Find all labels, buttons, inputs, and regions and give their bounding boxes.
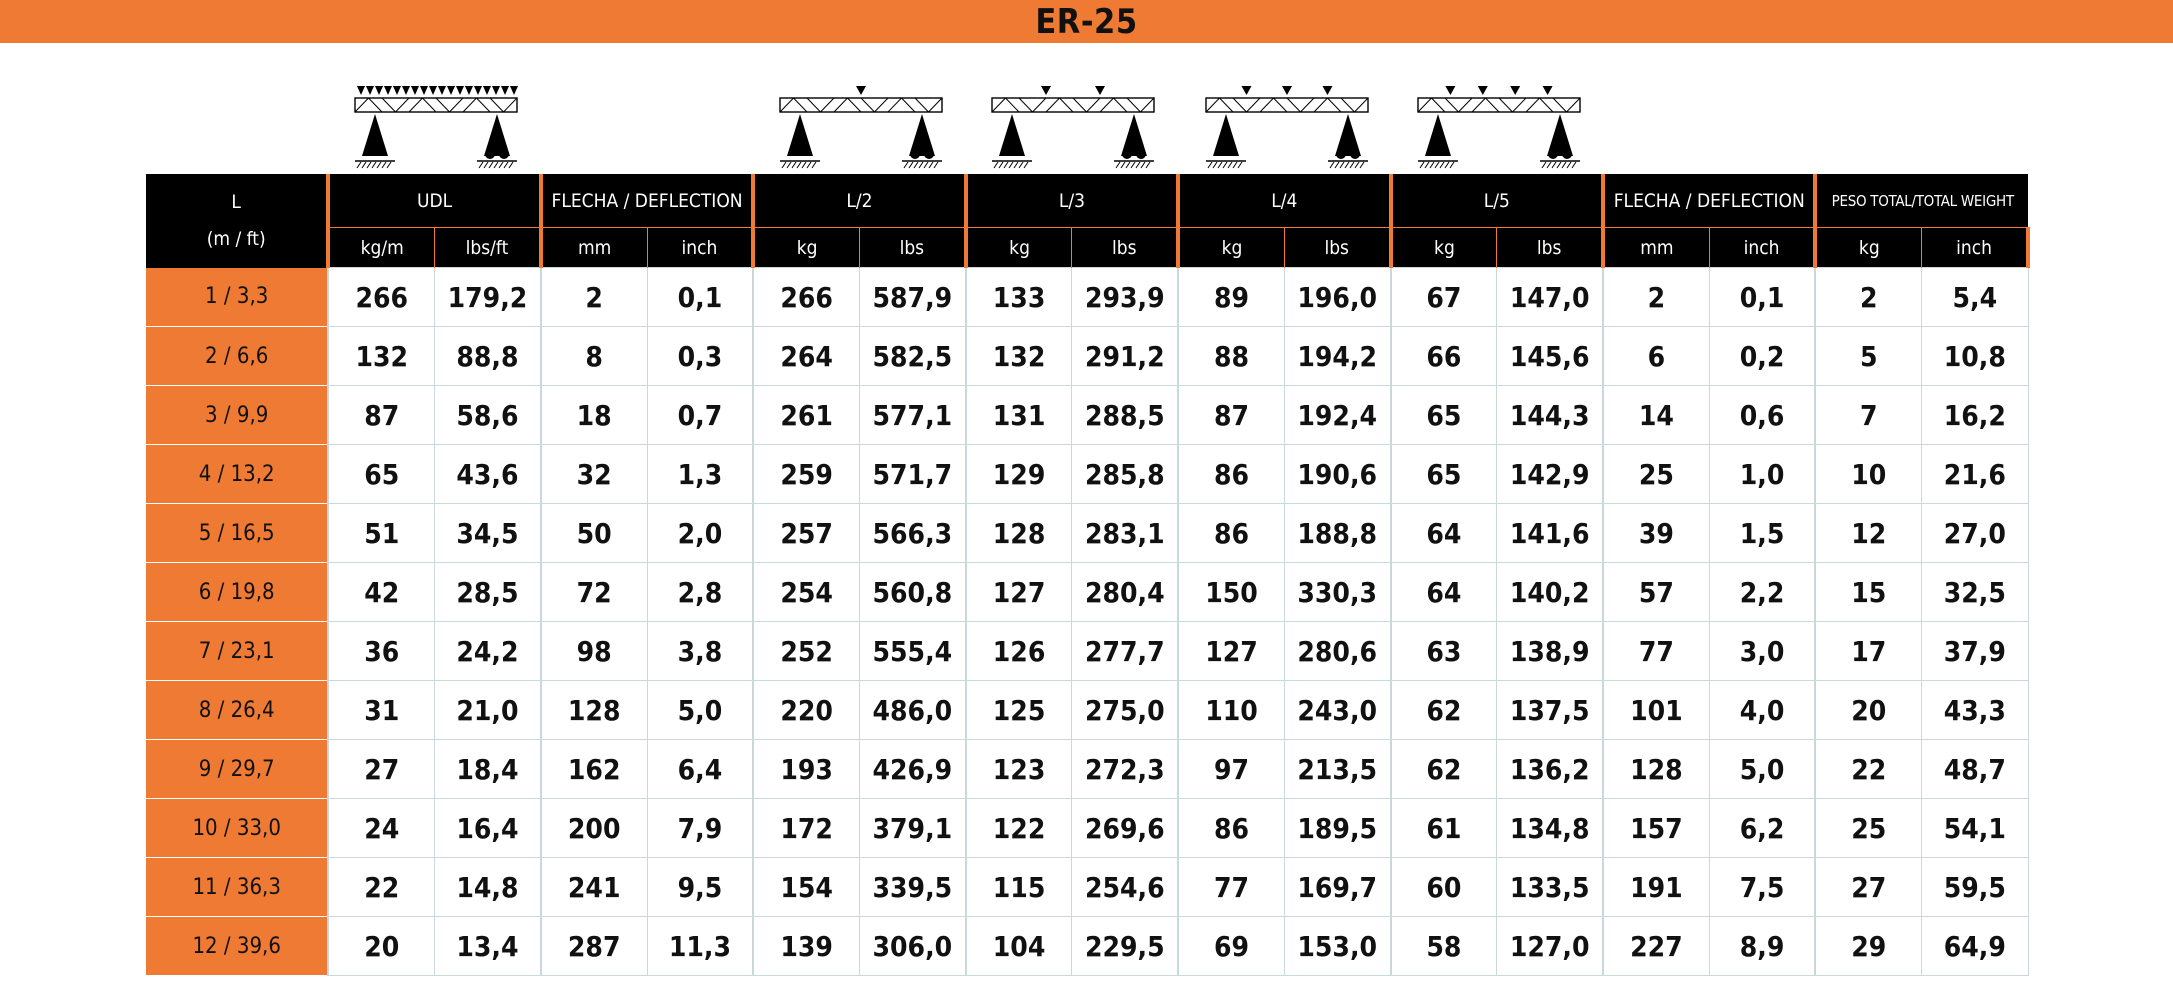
value-cell: 287 xyxy=(541,917,647,976)
value-cell: 89 xyxy=(1178,268,1284,327)
value-cell: 8 xyxy=(541,327,647,386)
value-cell: 69 xyxy=(1178,917,1284,976)
value-cell: 27,0 xyxy=(1922,504,2028,563)
beam-diagram xyxy=(351,84,521,170)
value-cell: 86 xyxy=(1178,504,1284,563)
value-cell: 67 xyxy=(1391,268,1497,327)
unit-header: lbs xyxy=(1497,228,1603,268)
pin-support-icon xyxy=(1206,114,1246,168)
value-cell: 22 xyxy=(328,858,434,917)
beam-diagram xyxy=(776,84,946,170)
length-cell: 7 / 23,1 xyxy=(146,622,328,681)
value-cell: 133 xyxy=(966,268,1072,327)
half-span-load-diagram xyxy=(776,84,946,170)
value-cell: 3,8 xyxy=(647,622,753,681)
length-cell: 10 / 33,0 xyxy=(146,799,328,858)
header-group-row xyxy=(146,174,2028,228)
table-row xyxy=(146,386,2028,445)
value-cell: 0,1 xyxy=(1709,268,1815,327)
beam-diagram xyxy=(1202,84,1372,170)
unit-header: mm xyxy=(1603,228,1709,268)
value-cell: 426,9 xyxy=(859,740,965,799)
value-cell: 131 xyxy=(966,386,1072,445)
value-cell: 157 xyxy=(1603,799,1709,858)
value-cell: 2 xyxy=(1815,268,1921,327)
value-cell: 241 xyxy=(541,858,647,917)
table-row xyxy=(146,327,2028,386)
value-cell: 169,7 xyxy=(1284,858,1390,917)
value-cell: 59,5 xyxy=(1922,858,2028,917)
value-cell: 122 xyxy=(966,799,1072,858)
beam-diagram xyxy=(1414,84,1584,170)
value-cell: 133,5 xyxy=(1497,858,1603,917)
unit-header: inch xyxy=(1709,228,1815,268)
pin-support-icon xyxy=(355,114,395,168)
length-cell: 5 / 16,5 xyxy=(146,504,328,563)
value-cell: 280,4 xyxy=(1072,563,1178,622)
value-cell: 193 xyxy=(753,740,859,799)
value-cell: 147,0 xyxy=(1497,268,1603,327)
value-cell: 254 xyxy=(753,563,859,622)
value-cell: 51 xyxy=(328,504,434,563)
value-cell: 7,9 xyxy=(647,799,753,858)
value-cell: 25 xyxy=(1603,445,1709,504)
pin-support-icon xyxy=(992,114,1032,168)
value-cell: 86 xyxy=(1178,445,1284,504)
value-cell: 10,8 xyxy=(1922,327,2028,386)
value-cell: 1,5 xyxy=(1709,504,1815,563)
value-cell: 28,5 xyxy=(435,563,541,622)
value-cell: 128 xyxy=(1603,740,1709,799)
value-cell: 560,8 xyxy=(859,563,965,622)
value-cell: 293,9 xyxy=(1072,268,1178,327)
value-cell: 17 xyxy=(1815,622,1921,681)
value-cell: 0,2 xyxy=(1709,327,1815,386)
value-cell: 582,5 xyxy=(859,327,965,386)
unit-header: mm xyxy=(541,228,647,268)
group-header-deflection-point: FLECHA / DEFLECTION xyxy=(1603,174,1815,228)
value-cell: 54,1 xyxy=(1922,799,2028,858)
unit-header: kg xyxy=(753,228,859,268)
value-cell: 2,0 xyxy=(647,504,753,563)
value-cell: 1,3 xyxy=(647,445,753,504)
unit-header: lbs xyxy=(1072,228,1178,268)
value-cell: 154 xyxy=(753,858,859,917)
value-cell: 87 xyxy=(1178,386,1284,445)
header-unit-row xyxy=(146,228,2028,268)
value-cell: 5,0 xyxy=(1709,740,1815,799)
pin-support-icon xyxy=(1418,114,1458,168)
value-cell: 72 xyxy=(541,563,647,622)
value-cell: 115 xyxy=(966,858,1072,917)
value-cell: 306,0 xyxy=(859,917,965,976)
value-cell: 132 xyxy=(966,327,1072,386)
table-row xyxy=(146,681,2028,740)
value-cell: 65 xyxy=(328,445,434,504)
value-cell: 16,2 xyxy=(1922,386,2028,445)
value-cell: 172 xyxy=(753,799,859,858)
value-cell: 196,0 xyxy=(1284,268,1390,327)
value-cell: 145,6 xyxy=(1497,327,1603,386)
value-cell: 137,5 xyxy=(1497,681,1603,740)
group-header-udl: UDL xyxy=(328,174,540,228)
value-cell: 132 xyxy=(328,327,434,386)
distributed-load-icon xyxy=(357,86,518,95)
table-row xyxy=(146,445,2028,504)
value-cell: 24 xyxy=(328,799,434,858)
value-cell: 14,8 xyxy=(435,858,541,917)
value-cell: 50 xyxy=(541,504,647,563)
value-cell: 11,3 xyxy=(647,917,753,976)
length-cell: 1 / 3,3 xyxy=(146,268,328,327)
value-cell: 63 xyxy=(1391,622,1497,681)
value-cell: 110 xyxy=(1178,681,1284,740)
value-cell: 62 xyxy=(1391,681,1497,740)
value-cell: 42 xyxy=(328,563,434,622)
roller-support-icon xyxy=(1114,114,1154,168)
value-cell: 264 xyxy=(753,327,859,386)
value-cell: 57 xyxy=(1603,563,1709,622)
point-load-icon xyxy=(1242,86,1333,95)
value-cell: 16,4 xyxy=(435,799,541,858)
third-span-load-diagram xyxy=(988,84,1158,170)
value-cell: 43,6 xyxy=(435,445,541,504)
value-cell: 254,6 xyxy=(1072,858,1178,917)
value-cell: 7 xyxy=(1815,386,1921,445)
value-cell: 64,9 xyxy=(1922,917,2028,976)
value-cell: 32 xyxy=(541,445,647,504)
table-row xyxy=(146,799,2028,858)
value-cell: 243,0 xyxy=(1284,681,1390,740)
value-cell: 34,5 xyxy=(435,504,541,563)
value-cell: 87 xyxy=(328,386,434,445)
load-table xyxy=(146,174,2030,976)
value-cell: 88 xyxy=(1178,327,1284,386)
value-cell: 29 xyxy=(1815,917,1921,976)
value-cell: 10 xyxy=(1815,445,1921,504)
value-cell: 5,4 xyxy=(1922,268,2028,327)
length-cell: 3 / 9,9 xyxy=(146,386,328,445)
value-cell: 179,2 xyxy=(435,268,541,327)
length-cell: 9 / 29,7 xyxy=(146,740,328,799)
value-cell: 140,2 xyxy=(1497,563,1603,622)
value-cell: 150 xyxy=(1178,563,1284,622)
value-cell: 0,1 xyxy=(647,268,753,327)
length-cell: 12 / 39,6 xyxy=(146,917,328,976)
length-unit: (m / ft) xyxy=(206,227,266,250)
roller-support-icon xyxy=(477,114,517,168)
unit-header: kg xyxy=(1815,228,1921,268)
value-cell: 18,4 xyxy=(435,740,541,799)
value-cell: 2,2 xyxy=(1709,563,1815,622)
value-cell: 190,6 xyxy=(1284,445,1390,504)
value-cell: 43,3 xyxy=(1922,681,2028,740)
value-cell: 6,4 xyxy=(647,740,753,799)
value-cell: 285,8 xyxy=(1072,445,1178,504)
length-cell: 11 / 36,3 xyxy=(146,858,328,917)
value-cell: 283,1 xyxy=(1072,504,1178,563)
value-cell: 257 xyxy=(753,504,859,563)
value-cell: 64 xyxy=(1391,504,1497,563)
unit-header: kg xyxy=(1178,228,1284,268)
value-cell: 269,6 xyxy=(1072,799,1178,858)
value-cell: 39 xyxy=(1603,504,1709,563)
unit-header: inch xyxy=(1922,228,2028,268)
value-cell: 587,9 xyxy=(859,268,965,327)
value-cell: 291,2 xyxy=(1072,327,1178,386)
group-header-total-weight: PESO TOTAL/TOTAL WEIGHT xyxy=(1815,174,2028,228)
value-cell: 188,8 xyxy=(1284,504,1390,563)
length-label: L xyxy=(231,190,241,213)
value-cell: 21,0 xyxy=(435,681,541,740)
value-cell: 22 xyxy=(1815,740,1921,799)
group-header-deflection-udl: FLECHA / DEFLECTION xyxy=(541,174,753,228)
value-cell: 571,7 xyxy=(859,445,965,504)
value-cell: 555,4 xyxy=(859,622,965,681)
udl-load-diagram xyxy=(351,84,521,170)
value-cell: 3,0 xyxy=(1709,622,1815,681)
value-cell: 58,6 xyxy=(435,386,541,445)
value-cell: 280,6 xyxy=(1284,622,1390,681)
value-cell: 0,6 xyxy=(1709,386,1815,445)
value-cell: 200 xyxy=(541,799,647,858)
value-cell: 15 xyxy=(1815,563,1921,622)
value-cell: 128 xyxy=(966,504,1072,563)
value-cell: 2 xyxy=(1603,268,1709,327)
value-cell: 98 xyxy=(541,622,647,681)
value-cell: 77 xyxy=(1603,622,1709,681)
value-cell: 277,7 xyxy=(1072,622,1178,681)
point-load-icon xyxy=(1445,86,1552,95)
value-cell: 65 xyxy=(1391,386,1497,445)
value-cell: 379,1 xyxy=(859,799,965,858)
value-cell: 36 xyxy=(328,622,434,681)
value-cell: 5,0 xyxy=(647,681,753,740)
value-cell: 32,5 xyxy=(1922,563,2028,622)
group-header-l2: L/2 xyxy=(753,174,965,228)
value-cell: 266 xyxy=(753,268,859,327)
table-row xyxy=(146,917,2028,976)
value-cell: 127 xyxy=(1178,622,1284,681)
unit-header: lbs xyxy=(859,228,965,268)
roller-support-icon xyxy=(1328,114,1368,168)
page-title: ER-25 xyxy=(0,0,2173,43)
value-cell: 97 xyxy=(1178,740,1284,799)
unit-header: kg xyxy=(966,228,1072,268)
value-cell: 58 xyxy=(1391,917,1497,976)
value-cell: 13,4 xyxy=(435,917,541,976)
length-cell: 8 / 26,4 xyxy=(146,681,328,740)
value-cell: 566,3 xyxy=(859,504,965,563)
value-cell: 252 xyxy=(753,622,859,681)
length-cell: 6 / 19,8 xyxy=(146,563,328,622)
value-cell: 4,0 xyxy=(1709,681,1815,740)
table-row xyxy=(146,504,2028,563)
value-cell: 27 xyxy=(1815,858,1921,917)
value-cell: 127 xyxy=(966,563,1072,622)
value-cell: 275,0 xyxy=(1072,681,1178,740)
value-cell: 213,5 xyxy=(1284,740,1390,799)
value-cell: 61 xyxy=(1391,799,1497,858)
unit-header: kg xyxy=(1391,228,1497,268)
table-row xyxy=(146,740,2028,799)
value-cell: 272,3 xyxy=(1072,740,1178,799)
table-row xyxy=(146,858,2028,917)
value-cell: 486,0 xyxy=(859,681,965,740)
value-cell: 261 xyxy=(753,386,859,445)
value-cell: 259 xyxy=(753,445,859,504)
value-cell: 20 xyxy=(328,917,434,976)
value-cell: 66 xyxy=(1391,327,1497,386)
value-cell: 136,2 xyxy=(1497,740,1603,799)
beam-diagram xyxy=(988,84,1158,170)
value-cell: 7,5 xyxy=(1709,858,1815,917)
value-cell: 339,5 xyxy=(859,858,965,917)
value-cell: 88,8 xyxy=(435,327,541,386)
point-load-icon xyxy=(1041,86,1105,95)
value-cell: 24,2 xyxy=(435,622,541,681)
value-cell: 127,0 xyxy=(1497,917,1603,976)
length-header xyxy=(146,174,328,268)
quarter-span-load-diagram xyxy=(1202,84,1372,170)
value-cell: 229,5 xyxy=(1072,917,1178,976)
value-cell: 191 xyxy=(1603,858,1709,917)
value-cell: 141,6 xyxy=(1497,504,1603,563)
value-cell: 101 xyxy=(1603,681,1709,740)
value-cell: 162 xyxy=(541,740,647,799)
value-cell: 153,0 xyxy=(1284,917,1390,976)
group-header-l3: L/3 xyxy=(966,174,1178,228)
value-cell: 62 xyxy=(1391,740,1497,799)
value-cell: 0,3 xyxy=(647,327,753,386)
value-cell: 142,9 xyxy=(1497,445,1603,504)
value-cell: 31 xyxy=(328,681,434,740)
value-cell: 139 xyxy=(753,917,859,976)
value-cell: 0,7 xyxy=(647,386,753,445)
value-cell: 20 xyxy=(1815,681,1921,740)
table-row xyxy=(146,268,2028,327)
table-row xyxy=(146,563,2028,622)
pin-support-icon xyxy=(780,114,820,168)
value-cell: 192,4 xyxy=(1284,386,1390,445)
value-cell: 5 xyxy=(1815,327,1921,386)
value-cell: 128 xyxy=(541,681,647,740)
value-cell: 6,2 xyxy=(1709,799,1815,858)
value-cell: 220 xyxy=(753,681,859,740)
value-cell: 12 xyxy=(1815,504,1921,563)
value-cell: 134,8 xyxy=(1497,799,1603,858)
length-cell: 2 / 6,6 xyxy=(146,327,328,386)
unit-header: inch xyxy=(647,228,753,268)
length-cell: 4 / 13,2 xyxy=(146,445,328,504)
value-cell: 48,7 xyxy=(1922,740,2028,799)
value-cell: 227 xyxy=(1603,917,1709,976)
roller-support-icon xyxy=(1540,114,1580,168)
value-cell: 37,9 xyxy=(1922,622,2028,681)
value-cell: 126 xyxy=(966,622,1072,681)
unit-header: lbs xyxy=(1284,228,1390,268)
unit-header: lbs/ft xyxy=(435,228,541,268)
value-cell: 144,3 xyxy=(1497,386,1603,445)
value-cell: 2 xyxy=(541,268,647,327)
value-cell: 330,3 xyxy=(1284,563,1390,622)
group-header-l5: L/5 xyxy=(1391,174,1603,228)
point-load-icon xyxy=(856,86,866,95)
roller-support-icon xyxy=(902,114,942,168)
value-cell: 21,6 xyxy=(1922,445,2028,504)
value-cell: 189,5 xyxy=(1284,799,1390,858)
value-cell: 77 xyxy=(1178,858,1284,917)
value-cell: 9,5 xyxy=(647,858,753,917)
value-cell: 64 xyxy=(1391,563,1497,622)
value-cell: 125 xyxy=(966,681,1072,740)
value-cell: 14 xyxy=(1603,386,1709,445)
value-cell: 123 xyxy=(966,740,1072,799)
value-cell: 577,1 xyxy=(859,386,965,445)
unit-header: kg/m xyxy=(328,228,434,268)
value-cell: 60 xyxy=(1391,858,1497,917)
value-cell: 25 xyxy=(1815,799,1921,858)
value-cell: 266 xyxy=(328,268,434,327)
value-cell: 104 xyxy=(966,917,1072,976)
value-cell: 18 xyxy=(541,386,647,445)
value-cell: 8,9 xyxy=(1709,917,1815,976)
fifth-span-load-diagram xyxy=(1414,84,1584,170)
value-cell: 86 xyxy=(1178,799,1284,858)
value-cell: 194,2 xyxy=(1284,327,1390,386)
value-cell: 288,5 xyxy=(1072,386,1178,445)
value-cell: 27 xyxy=(328,740,434,799)
value-cell: 138,9 xyxy=(1497,622,1603,681)
value-cell: 65 xyxy=(1391,445,1497,504)
group-header-l4: L/4 xyxy=(1178,174,1390,228)
value-cell: 129 xyxy=(966,445,1072,504)
value-cell: 6 xyxy=(1603,327,1709,386)
value-cell: 2,8 xyxy=(647,563,753,622)
value-cell: 1,0 xyxy=(1709,445,1815,504)
table-row xyxy=(146,622,2028,681)
